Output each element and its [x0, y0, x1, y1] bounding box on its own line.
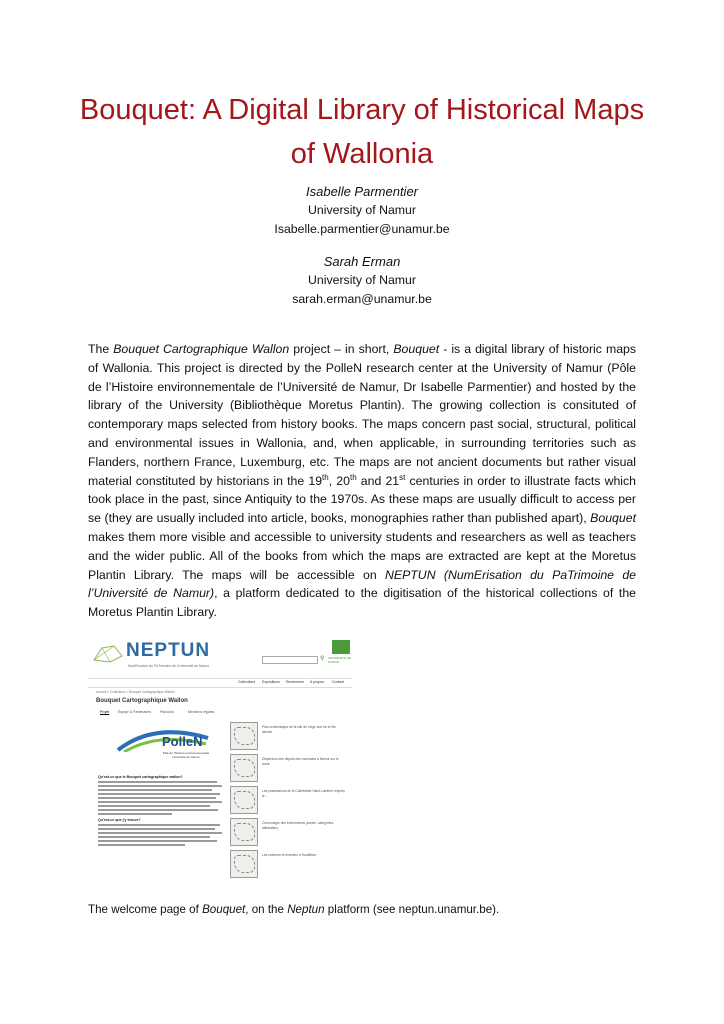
map-thumbnail[interactable]	[230, 786, 258, 814]
unamur-label: UNIVERSITÉ DE NAMUR	[328, 656, 352, 664]
neptun-logo: NEPTUN	[126, 640, 211, 661]
text-run: , 20	[328, 473, 350, 488]
author-name: Sarah Erman	[323, 254, 401, 269]
map-title[interactable]: Les lumières et émeutes à Houffalize	[262, 853, 317, 857]
author-email: Isabelle.parmentier@unamur.be	[274, 222, 450, 236]
abstract-paragraph	[88, 340, 636, 622]
map-title[interactable]: Plan schématique de la cité de Liège aux IIe et IIIe siècles	[262, 725, 336, 734]
nav-item[interactable]: Expositions	[262, 680, 280, 684]
text-run: project – in short,	[289, 342, 394, 356]
neptun-header	[88, 636, 352, 678]
italic-run: Bouquet	[590, 511, 636, 526]
text-run: platform (see neptun.unamur.be).	[324, 903, 500, 916]
nav-item[interactable]: Collections	[238, 680, 256, 684]
superscript: th	[349, 472, 357, 482]
text-run: The	[88, 342, 114, 356]
author-email: sarah.erman@unamur.be	[292, 292, 432, 306]
figure-caption	[88, 903, 499, 916]
list-item[interactable]	[230, 850, 350, 878]
list-item[interactable]	[230, 722, 350, 750]
list-item[interactable]	[230, 818, 350, 846]
nav-item[interactable]: Contact	[332, 680, 345, 684]
neptun-screenshot-figure	[88, 636, 352, 888]
pollen-subtitle: Pôle de l'histoire environnementale Université de Namur	[162, 751, 210, 759]
italic-run: NEPTUN (NumErisation du PaTrimoine de l’Université de Namur)	[88, 567, 637, 601]
search-icon[interactable]: ⚲	[320, 656, 325, 662]
text-run: makes them more visible and accessible to university students and researchers as well as teachers and the wider public. All of the books from which the maps are extracted are kept at the Moretus Plantin Library. The maps will be accessible on	[88, 529, 636, 582]
superscript: st	[399, 472, 406, 482]
pollen-logo	[100, 724, 220, 766]
tab-equipe[interactable]: Équipe & Partenaires	[118, 710, 152, 714]
map-title[interactable]: Dispersion des dépôts des monnaies à Namur sur le socle	[262, 757, 339, 766]
map-thumbnail[interactable]	[230, 850, 258, 878]
italic-run: Bouquet	[393, 342, 440, 356]
author-affiliation: University of Namur	[308, 203, 416, 217]
superscript: th	[322, 472, 329, 482]
page-title: Bouquet Cartographique Wallon	[96, 698, 188, 704]
tab-mentions[interactable]: Mentions légales	[188, 710, 215, 714]
text-run: The welcome page of	[88, 903, 203, 916]
map-thumbnail[interactable]	[230, 818, 258, 846]
section-heading: Qu'est-ce que j'y trouve?	[98, 818, 141, 822]
text-run: , on the	[245, 903, 288, 916]
list-item[interactable]	[230, 786, 350, 814]
title-line-1: Bouquet: A Digital Library of Historical Maps	[79, 94, 645, 126]
list-item[interactable]	[230, 754, 350, 782]
section-heading: Qu'est-ce que le Bouquet cartographique wallon?	[98, 775, 183, 779]
map-thumbnail[interactable]	[230, 754, 258, 782]
breadcrumb: Accueil > Collections > Bouquet Cartographique Wallon	[96, 690, 175, 694]
text-run: centuries in order to illustrate facts which took place in the past, since Antiquity to the 1970s. As these maps are usually difficult to access per se (they are usually included into article, books, monographies rather than published apart),	[88, 473, 637, 526]
tab-parcours[interactable]: Parcours	[160, 710, 175, 714]
unamur-logo	[332, 640, 350, 654]
title-line-2: of Wallonia	[290, 138, 434, 170]
italic-run: Neptun	[287, 903, 325, 916]
map-title[interactable]: Chronologie des événements (année, catégories, attestation)	[262, 821, 335, 830]
search-input[interactable]	[262, 656, 318, 664]
paper-title	[60, 88, 664, 176]
author-affiliation: University of Namur	[308, 273, 416, 287]
tab-projet[interactable]: Projet	[100, 710, 110, 714]
nav-item[interactable]: Rechercher	[286, 680, 305, 684]
author-block-2	[160, 252, 564, 309]
text-run: , a platform dedicated to the digitisation of the historical collections of the Moretus Plantin Library.	[88, 586, 637, 620]
neptun-subtitle: NumErisation du PaTrimoine de l'Université de Namur	[128, 664, 210, 668]
pollen-wordmark: PolleN	[162, 734, 203, 749]
author-block-1	[160, 182, 564, 239]
nav-item[interactable]: À propos	[310, 680, 325, 684]
map-thumbnail[interactable]	[230, 722, 258, 750]
neptun-net-icon	[92, 642, 124, 666]
text-run: and 21	[356, 473, 400, 488]
author-name: Isabelle Parmentier	[306, 184, 418, 199]
italic-run: Bouquet	[202, 903, 246, 916]
italic-run: Bouquet Cartographique Wallon	[113, 342, 290, 356]
project-description	[98, 772, 222, 848]
text-run: - is a digital library of historic maps of Wallonia. This project is directed by the PolleN research center at the University of Namur (Pôle de l’Histoire environnementale de l’Université de Namur, Dr Isabelle Parmentier) and hosted by the library of the University (Bibliothèque Moretus Plantin). The growing collection is consituted of contemporary maps selected from history books. The maps concern past social, structural, political and environmental issues in Wallonia, and, when applicable, in surrounding territories such as Flanders, northern France, Luxemburg, etc. The maps are not ancient documents but rather visual material constituted by historians in the 19	[88, 342, 637, 488]
neptun-nav	[88, 678, 352, 688]
map-title[interactable]: Les possessions de la Cathédrale Saint-Lambert d'après le...	[262, 789, 345, 798]
